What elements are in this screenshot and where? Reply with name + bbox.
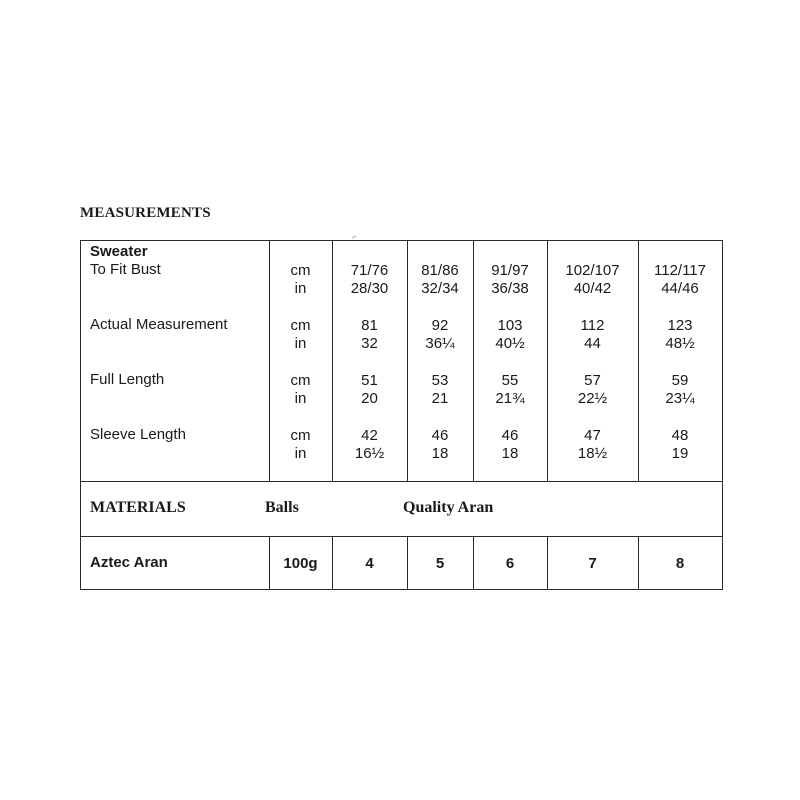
table-cell: 21¾	[495, 390, 525, 407]
table-cell: 51	[361, 372, 378, 389]
table-cell: 16½	[354, 445, 385, 462]
unit-in: in	[294, 445, 307, 462]
row-divider	[81, 536, 722, 537]
balls-label: Balls	[265, 499, 299, 516]
unit-in: in	[294, 390, 307, 407]
row-label-actual-measurement: Actual Measurement	[90, 316, 228, 333]
page-title: MEASUREMENTS	[80, 205, 211, 221]
unit-cm: cm	[290, 427, 311, 444]
row-label-sleeve-length: Sleeve Length	[90, 426, 186, 443]
table-cell: 19	[671, 445, 689, 462]
ball-quantity: 7	[588, 555, 597, 572]
table-cell: 57	[584, 372, 601, 389]
ball-quantity: 8	[675, 555, 685, 572]
unit-cm: cm	[290, 262, 311, 279]
table-cell: 18	[431, 445, 449, 462]
table-cell: 91/97	[491, 262, 529, 279]
table-cell: 21	[431, 390, 449, 407]
table-cell: 40/42	[573, 280, 612, 297]
table-cell: 22½	[577, 390, 608, 407]
table-cell: 42	[361, 427, 378, 444]
table-cell: 112	[580, 317, 605, 334]
table-cell: 20	[361, 390, 378, 407]
table-cell: 103	[497, 317, 523, 334]
measurements-table	[80, 240, 723, 590]
unit-in: in	[294, 335, 307, 352]
table-cell: 55	[501, 372, 519, 389]
table-cell: 112/117	[654, 262, 706, 279]
table-cell: 48½	[665, 335, 695, 352]
table-cell: 44	[584, 335, 601, 352]
table-cell: 32	[361, 335, 378, 352]
table-cell: 32/34	[421, 280, 459, 297]
garment-label: Sweater	[90, 243, 148, 260]
table-cell: 53	[431, 372, 449, 389]
table-cell: 40½	[495, 335, 525, 352]
table-cell: 81	[361, 317, 378, 334]
yarn-weight: 100g	[283, 555, 318, 572]
row-label-to-fit-bust: To Fit Bust	[90, 261, 161, 278]
table-cell: 44/46	[661, 280, 699, 297]
table-cell: 18½	[577, 445, 608, 462]
table-cell: 36¼	[425, 335, 455, 352]
table-cell: 18	[501, 445, 519, 462]
ball-quantity: 6	[505, 555, 515, 572]
unit-cm: cm	[290, 372, 311, 389]
table-cell: 46	[501, 427, 519, 444]
quality-label: Quality Aran	[403, 499, 494, 516]
table-cell: 71/76	[350, 262, 389, 279]
table-cell: 28/30	[350, 280, 389, 297]
ball-quantity: 4	[365, 555, 374, 572]
table-cell: 48	[671, 427, 689, 444]
row-label-full-length: Full Length	[90, 371, 165, 388]
scan-speck	[352, 235, 356, 239]
table-cell: 102/107	[565, 262, 620, 279]
yarn-name: Aztec Aran	[90, 554, 168, 571]
materials-heading: MATERIALS	[90, 499, 186, 516]
table-cell: 36/38	[491, 280, 529, 297]
unit-cm: cm	[290, 317, 311, 334]
row-divider	[81, 481, 722, 482]
ball-quantity: 5	[435, 555, 445, 572]
table-cell: 23¼	[665, 390, 695, 407]
table-cell: 59	[671, 372, 689, 389]
table-cell: 47	[584, 427, 601, 444]
unit-in: in	[294, 280, 307, 297]
table-cell: 81/86	[421, 262, 459, 279]
table-cell: 123	[667, 317, 693, 334]
table-cell: 46	[431, 427, 449, 444]
table-cell: 92	[431, 317, 449, 334]
